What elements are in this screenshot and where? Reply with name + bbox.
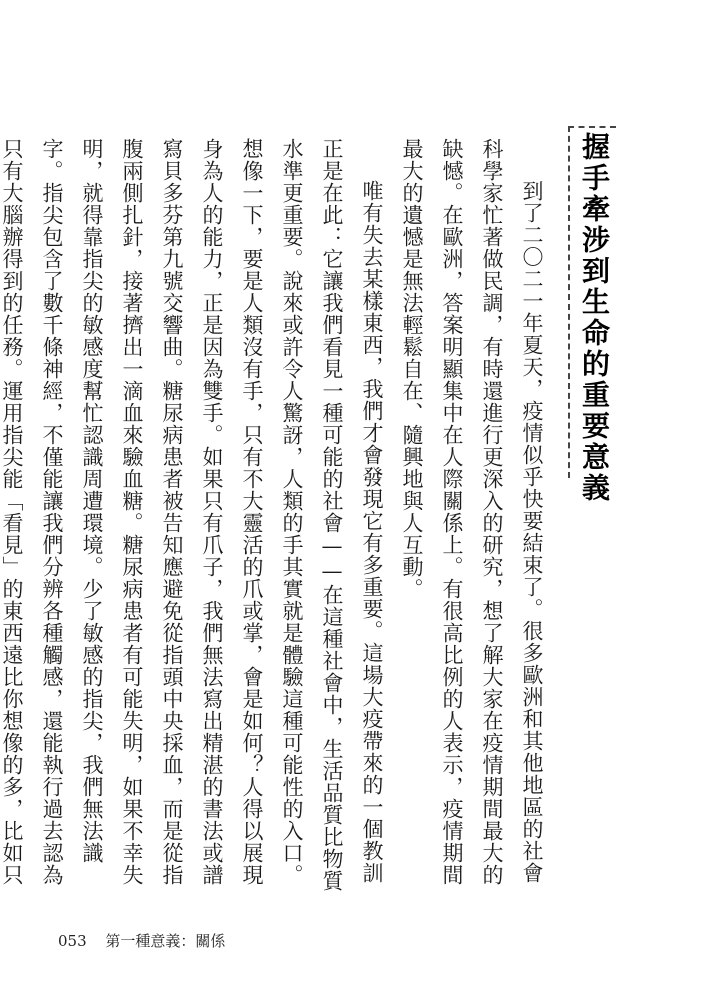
body-text — [0, 138, 552, 898]
page-footer — [58, 930, 239, 951]
page-number: 053 — [58, 932, 87, 950]
paragraph: 唯有失去某樣東西，我們才會發現它有多重要。這場大疫帶來的一個教訓正是在此：它讓我們看見一種可能的社會——在這種社會中，生活品質比物質水準更重要。說來或許令人驚訝，人類的手其實就是體驗這種可能性的入口。想像一下，要是人類沒有手，只有不大靈活的爪或掌，會是如何？人得以展現身為人的能力，正是因為雙手。如果只有爪子，我們無法寫出精湛的書法或譜寫貝多芬第九號交響曲。糖尿病患者被告知應避免從指頭中央採血，而是從指腹兩側扎針，接著擠出一滴血來驗血糖。糖尿病患者有可能失明，如果不幸失明，就得靠指尖的敏感度幫忙認識周遭環境。少了敏感的指尖，我們無法識字。指尖包含了數千條神經，不僅能讓我們分辨各種觸感，還能執行過去認為只有大腦辦得到的任務。運用指尖能「看見」的東西遠比你想像的多，比如只 — [0, 138, 384, 892]
chapter-title: 第一種意義：關係 — [105, 932, 226, 950]
paragraph: 到了二〇二一年夏天，疫情似乎快要結束了。很多歐洲和其他地區的社會科學家忙著做民調，有時還進行更深入的研究，想了解大家在疫情期間最大的缺憾。在歐洲，答案明顯集中在人際關係上。有很高比例的人表示，疫情期間最大的遺憾是無法輕鬆自在、隨興地與人互動。 — [400, 138, 544, 886]
section-title: 握手牽涉到生命的重要意義 — [578, 132, 611, 504]
